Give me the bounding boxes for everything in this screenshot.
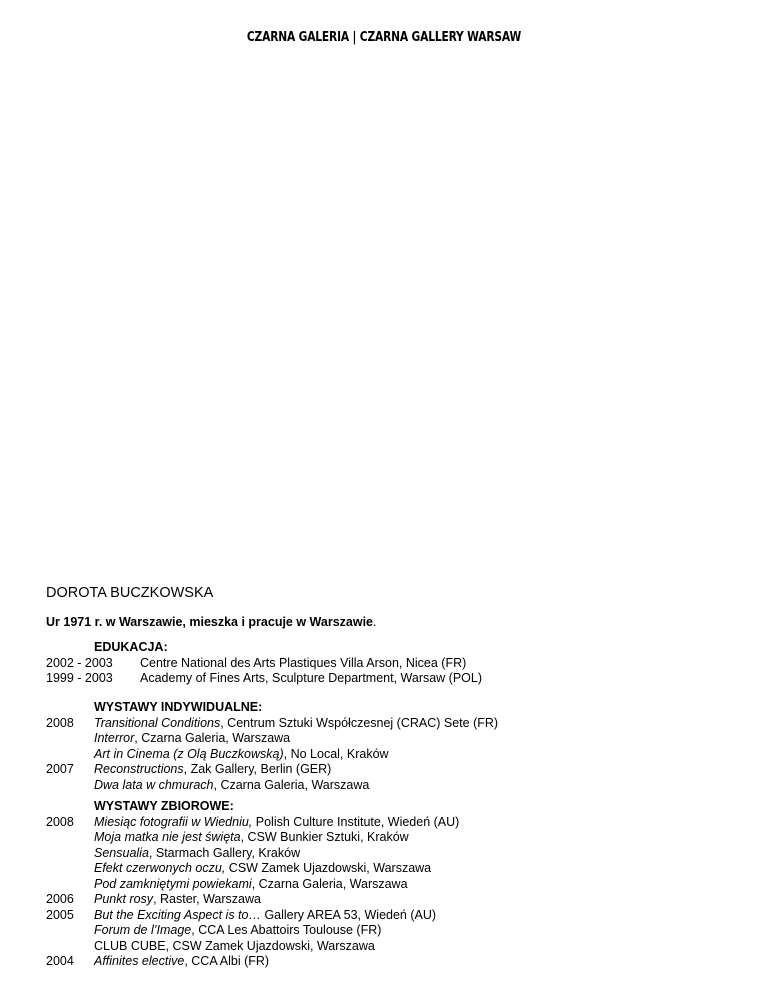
solo-exhibitions-section bbox=[46, 700, 498, 793]
education-entry: Centre National des Arts Plastiques Villa Arson, Nicea (FR) bbox=[140, 655, 467, 670]
solo-row bbox=[46, 747, 498, 763]
exhibition-venue: , Centrum Sztuki Współczesnej (CRAC) Sete (FR) bbox=[220, 715, 499, 730]
exhibition-venue: , CCA Les Abattoirs Toulouse (FR) bbox=[191, 923, 382, 937]
solo-year bbox=[46, 778, 94, 794]
group-year bbox=[46, 846, 94, 862]
exhibition-venue: , CSW Bunkier Sztuki, Kraków bbox=[240, 830, 409, 844]
exhibition-title: Moja matka nie jest święta bbox=[94, 830, 241, 844]
solo-row bbox=[46, 778, 498, 794]
group-year bbox=[46, 830, 94, 846]
group-row bbox=[46, 815, 459, 831]
group-entry bbox=[94, 923, 381, 939]
artist-name: DOROTA BUCZKOWSKA bbox=[46, 585, 214, 601]
education-section bbox=[46, 640, 482, 687]
group-year bbox=[46, 939, 94, 955]
solo-entry bbox=[94, 778, 369, 794]
exhibition-venue: Polish Culture Institute, Wiedeń (AU) bbox=[252, 814, 460, 829]
solo-row bbox=[46, 762, 498, 778]
solo-entry bbox=[94, 747, 389, 763]
solo-row bbox=[46, 731, 498, 747]
group-row bbox=[46, 892, 459, 908]
group-row bbox=[46, 939, 459, 955]
group-entry bbox=[94, 892, 261, 908]
solo-heading: WYSTAWY INDYWIDUALNE: bbox=[94, 700, 263, 714]
group-row bbox=[46, 830, 459, 846]
exhibition-venue: , Czarna Galeria, Warszawa bbox=[251, 876, 408, 891]
solo-year: 2007 bbox=[46, 762, 74, 776]
group-entry bbox=[94, 877, 408, 893]
group-year: 2006 bbox=[46, 892, 74, 906]
group-entry bbox=[94, 861, 431, 877]
gallery-header: CZARNA GALERIA | CZARNA GALLERY WARSAW bbox=[246, 30, 522, 45]
group-row bbox=[46, 923, 459, 939]
solo-row bbox=[46, 716, 498, 732]
group-row bbox=[46, 877, 459, 893]
education-heading: EDUKACJA: bbox=[94, 640, 168, 654]
group-entry bbox=[94, 846, 300, 862]
exhibition-title: Dwa lata w chmurach bbox=[94, 777, 214, 792]
group-year: 2004 bbox=[46, 954, 74, 968]
exhibition-title: Efekt czerwonych oczu, bbox=[94, 861, 226, 875]
education-row bbox=[46, 656, 482, 672]
exhibition-title: Interror bbox=[94, 731, 135, 745]
exhibition-title: Transitional Conditions bbox=[94, 715, 221, 730]
exhibition-title: Affinites elective bbox=[94, 954, 185, 968]
exhibition-title: Forum de l’Image bbox=[94, 923, 192, 937]
exhibition-venue: CLUB CUBE, CSW Zamek Ujazdowski, Warszawa bbox=[94, 938, 375, 953]
exhibition-venue: , CCA Albi (FR) bbox=[184, 954, 270, 968]
solo-year bbox=[46, 747, 94, 763]
group-row bbox=[46, 861, 459, 877]
group-year: 2005 bbox=[46, 907, 74, 922]
exhibition-venue: Gallery AREA 53, Wiedeń (AU) bbox=[260, 907, 437, 922]
exhibition-venue: CSW Zamek Ujazdowski, Warszawa bbox=[225, 861, 432, 875]
group-row bbox=[46, 846, 459, 862]
exhibition-title: Pod zamkniętymi powiekami bbox=[94, 876, 252, 891]
exhibition-title: Art in Cinema (z Olą Buczkowską) bbox=[94, 746, 284, 761]
group-entry bbox=[94, 830, 409, 846]
group-year bbox=[46, 923, 94, 939]
group-entry bbox=[94, 939, 375, 955]
exhibition-venue: , Czarna Galeria, Warszawa bbox=[213, 777, 370, 792]
exhibition-venue: , No Local, Kraków bbox=[283, 746, 389, 761]
group-entry bbox=[94, 908, 436, 924]
solo-year: 2008 bbox=[46, 715, 74, 730]
group-exhibitions-section bbox=[46, 799, 459, 970]
bio-period: . bbox=[373, 615, 377, 629]
bio-text: Ur 1971 r. w Warszawie, mieszka i pracuje w Warszawie bbox=[46, 615, 374, 629]
exhibition-venue: , Czarna Galeria, Warszawa bbox=[134, 731, 291, 745]
solo-year bbox=[46, 731, 94, 747]
exhibition-title: Punkt rosy bbox=[94, 892, 154, 906]
group-year bbox=[46, 877, 94, 893]
education-year: 2002 - 2003 bbox=[46, 655, 113, 670]
exhibition-venue: , Raster, Warszawa bbox=[153, 892, 261, 906]
group-year bbox=[46, 861, 94, 877]
group-heading: WYSTAWY ZBIOROWE: bbox=[94, 799, 234, 813]
artist-bio bbox=[46, 615, 377, 629]
exhibition-venue: , Zak Gallery, Berlin (GER) bbox=[183, 762, 332, 776]
education-row bbox=[46, 671, 482, 687]
exhibition-venue: , Starmach Gallery, Kraków bbox=[148, 845, 301, 860]
exhibition-title: Sensualia bbox=[94, 845, 149, 860]
group-row bbox=[46, 954, 459, 970]
exhibition-title: But the Exciting Aspect is to… bbox=[94, 907, 261, 922]
solo-entry bbox=[94, 731, 290, 747]
education-entry: Academy of Fines Arts, Sculpture Department, Warsaw (POL) bbox=[140, 671, 483, 685]
solo-entry bbox=[94, 716, 498, 732]
solo-entry bbox=[94, 762, 331, 778]
group-entry bbox=[94, 815, 459, 831]
exhibition-title: Reconstructions bbox=[94, 762, 184, 776]
group-entry bbox=[94, 954, 269, 970]
exhibition-title: Miesiąc fotografii w Wiedniu, bbox=[94, 814, 253, 829]
group-row bbox=[46, 908, 459, 924]
education-year: 1999 - 2003 bbox=[46, 671, 113, 685]
group-year: 2008 bbox=[46, 814, 74, 829]
